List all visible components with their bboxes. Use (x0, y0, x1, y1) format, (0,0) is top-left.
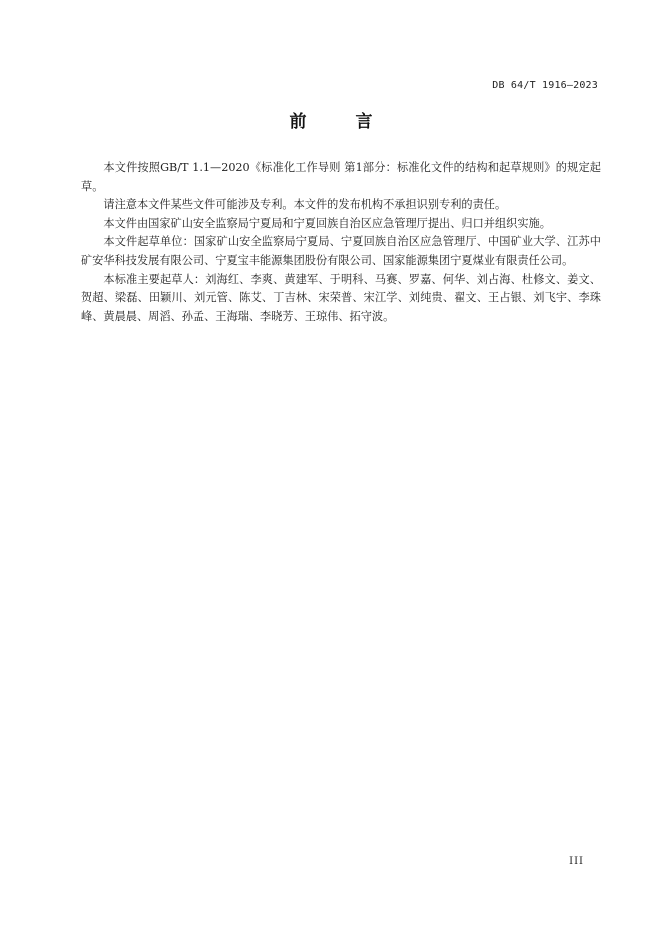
paragraph-drafting-rules: 本文件按照GB/T 1.1—2020《标准化工作导则 第1部分：标准化文件的结构和起草规则》的规定起草。 (81, 161, 601, 193)
document-code: DB 64/T 1916—2023 (492, 80, 598, 91)
paragraph-patent-notice: 请注意本文件某些文件可能涉及专利。本文件的发布机构不承担识别专利的责任。 (103, 198, 507, 212)
paragraph-drafters: 本标准主要起草人：刘海红、李爽、黄建军、于明科、马赛、罗嘉、何华、刘占海、杜修文、姜文、贺超、梁磊、田颖川、刘元管、陈艾、丁吉林、宋荣普、宋江学、刘纯贵、翟文、王占银、刘飞宇、李珠峰、黄晨晨、周滔、孙孟、王海瑞、李晓芳、王琼伟、拓守波。 (81, 272, 601, 323)
paragraph-drafting-units: 本文件起草单位：国家矿山安全监察局宁夏局、宁夏回族自治区应急管理厅、中国矿业大学、江苏中矿安华科技发展有限公司、宁夏宝丰能源集团股份有限公司、国家能源集团宁夏煤业有限责任公司。 (81, 235, 601, 267)
foreword-body (81, 159, 601, 326)
paragraph-proposer: 本文件由国家矿山安全监察局宁夏局和宁夏回族自治区应急管理厅提出、归口并组织实施。 (103, 216, 551, 230)
page-title: 前 言 (289, 112, 389, 132)
page-number: III (569, 856, 584, 867)
